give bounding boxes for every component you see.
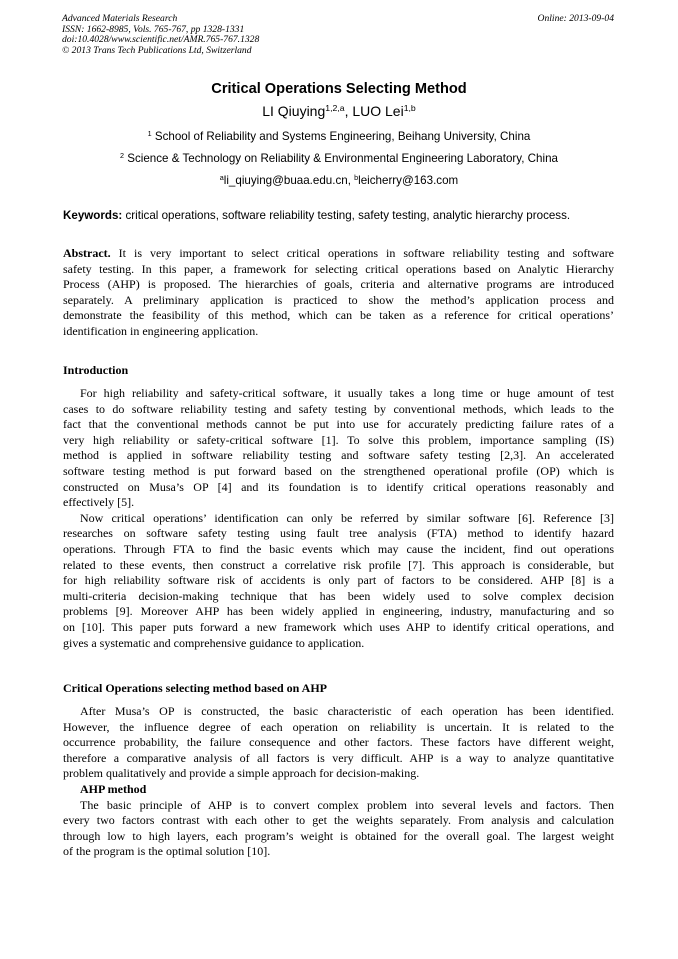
author-1-name: LI Qiuying xyxy=(262,103,326,119)
abstract-line: demonstrate the feasibility of this method, which can be taken as a reference for critical operations’ xyxy=(63,308,614,323)
paragraph-line: For high reliability and safety-critical software, it usually takes a long time or huge amount of test xyxy=(80,386,614,400)
author-1-affiliation: 1,2,a xyxy=(325,103,345,114)
issn-line: ISSN: 1662-8985, Vols. 765-767, pp 1328-1331 xyxy=(62,23,245,35)
paragraph-line: related to these events, then construct a correlative risk profile [7]. This approach is considerable, but xyxy=(63,557,614,572)
author-line xyxy=(40,103,638,119)
author-2-name: LUO Lei xyxy=(352,103,404,119)
paragraph-line: very high reliability or safety-critical software [1]. To solve this problem, importance sampling (IS) xyxy=(63,432,614,447)
online-date: Online: 2013-09-04 xyxy=(537,13,614,24)
paragraph-line: problems [9]. Moreover AHP has been widely applied in engineering, industry, manufacturing and so xyxy=(63,604,614,619)
email-line xyxy=(40,174,638,187)
method-paragraph xyxy=(63,704,614,860)
paragraph-line: fact that the conventional methods cannot be put into use for accurately predicting failure rates of a xyxy=(63,417,614,432)
paragraph-line: cases to do software reliability testing and safety testing by conventional methods, which leads to the xyxy=(63,401,614,416)
paragraph-line: every two factors contrast with each other to get the weights separately. From analysis and calculation xyxy=(63,813,614,828)
paragraph-line: for high reliability software risk of accidents is only part of factors to be considered. AHP [8] is a xyxy=(63,573,614,588)
abstract-line: safety testing. In this paper, a framework for selecting critical operations based on Analytic Hierarchy xyxy=(63,261,614,276)
email-b: leicherry@163.com xyxy=(358,174,459,187)
paragraph-line: software testing method is put forward based on the strengthened operational profile (OP) which is xyxy=(63,463,614,478)
paragraph-line: of the program is the optimal solution [10]. xyxy=(63,844,271,859)
paragraph-line: Now critical operations’ identification can only be referred by similar software [6]. Reference [3] xyxy=(80,510,614,525)
email-a: li_qiuying@buaa.edu.cn, xyxy=(223,174,355,187)
affiliation-1-text: School of Reliability and Systems Engineering, Beihang University, China xyxy=(151,130,531,143)
journal-header xyxy=(62,14,614,56)
abstract-line-text: It is very important to select critical operations in software reliability testing and software xyxy=(110,246,614,260)
paragraph-line: problem qualitatively and provide a simple approach for decision-making. xyxy=(63,766,420,781)
abstract-line: Process (AHP) is proposed. The hierarchies of goals, criteria and alternative programs are introduced xyxy=(63,277,614,292)
doi-line: doi:10.4028/www.scientific.net/AMR.765-767.1328 xyxy=(62,34,260,46)
abstract-label: Abstract. xyxy=(63,246,111,260)
journal-name: Advanced Materials Research xyxy=(62,13,178,24)
paragraph-line: occurrence probability, the failure consequence and other factors. These factors have different weight, xyxy=(63,735,614,750)
affiliation-1 xyxy=(40,130,638,143)
abstract-line xyxy=(63,246,614,262)
paper-title: Critical Operations Selecting Method xyxy=(211,81,467,97)
paragraph-line: multi-criteria decision-making technique that has been widely used to solve complex decision xyxy=(63,588,614,603)
email-a-marker: a xyxy=(219,173,224,183)
affiliation-2 xyxy=(40,152,638,165)
keywords xyxy=(63,209,623,222)
paragraph-line: The basic principle of AHP is to convert complex problem into several levels and factors. Then xyxy=(80,797,614,812)
affiliation-2-number: 2 xyxy=(120,151,125,161)
author-separator: , xyxy=(344,103,353,119)
email-b-marker: b xyxy=(354,173,359,183)
abstract xyxy=(63,246,614,340)
paragraph-line: effectively [5]. xyxy=(63,495,135,510)
affiliation-1-number: 1 xyxy=(147,129,152,139)
intro-paragraph-1 xyxy=(63,386,614,651)
keywords-text: critical operations, software reliability testing, safety testing, analytic hierarchy process. xyxy=(122,209,571,222)
paragraph-line: However, the influence degree of each operation on reliability is uncertain. It is related to the xyxy=(63,719,614,734)
abstract-line: separately. A preliminary application is practiced to show the method’s application process and xyxy=(63,292,614,307)
paragraph-line: After Musa’s OP is constructed, the basic characteristic of each operation has been identified. xyxy=(80,704,614,718)
paragraph-line: method is applied in software reliability testing and software safety testing [2,3]. An accelerated xyxy=(63,448,614,463)
author-2-affiliation: 1,b xyxy=(403,103,416,114)
affiliation-2-text: Science & Technology on Reliability & Environmental Engineering Laboratory, China xyxy=(124,152,558,165)
copyright-line: © 2013 Trans Tech Publications Ltd, Switzerland xyxy=(62,44,252,56)
paragraph-line: constructed on Musa’s OP [4] and its foundation is to identify critical operations reasonably and xyxy=(63,479,614,494)
paragraph-line: gives a systematic and comprehensive guidance to application. xyxy=(63,635,365,650)
keywords-label: Keywords: xyxy=(63,209,123,222)
abstract-line: identification in engineering application. xyxy=(63,323,259,338)
paragraph-line: therefore a comparative analysis of all factors is very difficult. AHP is a way to analyze quantitative xyxy=(63,750,614,765)
introduction-heading: Introduction xyxy=(63,363,129,377)
paragraph-line: on [10]. This paper puts forward a new framework which uses AHP to identify critical operations, and xyxy=(63,619,614,634)
paragraph-line: researches on software safety testing using fault tree analysis (FTA) method to identify hazard xyxy=(63,526,614,541)
paragraph-line: operations. Through FTA to find the basic events which may cause the incident, find out operations xyxy=(63,541,614,556)
ahp-method-heading: AHP method xyxy=(80,781,147,796)
method-heading: Critical Operations selecting method based on AHP xyxy=(63,681,327,695)
paragraph-line: through low to high layers, each program’s weight is obtained for the overall goal. The largest weight xyxy=(63,828,614,843)
